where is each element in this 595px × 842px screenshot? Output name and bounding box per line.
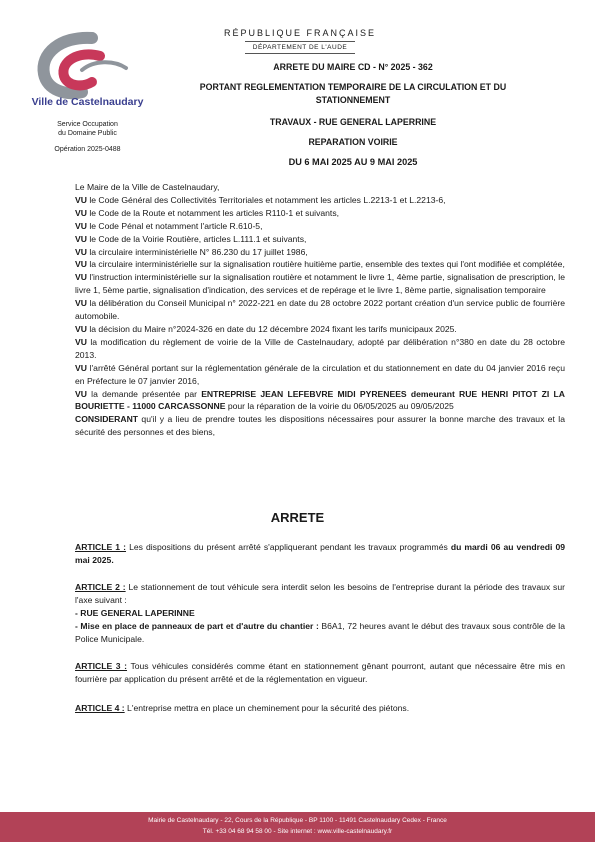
article-2: ARTICLE 2 : Le stationnement de tout véhicule sera interdit selon les besoins de l'entreprise durant la période des travaux sur l'axe suivant : - RUE GENERAL LAPERINNE - Mise en place de panneaux de part et d'autre du chantier : B6A1, 72 heures avant le début des travaux sous contrôle de la Police Municipale. [75,582,565,644]
vu-item: VU la circulaire interministérielle N° 86.230 du 17 juillet 1986, [75,246,308,257]
dates-heading: DU 6 MAI 2025 AU 9 MAI 2025 [288,157,418,167]
operation-number: Opération 2025-0488 [54,146,121,153]
vu-item: VU l'arrêté Général portant sur la réglementation générale de la circulation et du stationnement en date du 04 janvier 2016 reçu en Préfecture le 07 janvier 2016, [75,362,565,386]
footer-contact: Tél. +33 04 68 94 58 00 - Site internet : www.ville-castelnaudary.fr [202,828,393,835]
arrete-title: ARRETE [270,510,325,525]
departement-heading: DÉPARTEMENT DE L'AUDE [252,44,348,51]
vu-item: VU le Code Pénal et notamment l'article R.610-5, [75,220,263,231]
preamble [75,181,565,439]
footer-address: Mairie de Castelnaudary - 22, Cours de la République - BP 1100 - 11491 Castelnaudary Cedex - France [148,817,447,824]
vu-item: VU le Code Général des Collectivités Territoriales et notamment les articles L.2213-1 et L.2213-6, [75,194,446,205]
divider [245,53,355,54]
vu-item: VU l'instruction interministérielle sur la signalisation routière et notamment le livre 1, 4ème partie, signalisation de prescription, le livre 1, 5ème partie, signalisation d'indication, des services et de repérage et le livre 1, 8ème partie, signalisation temporaire [75,272,565,296]
vu-item: VU la décision du Maire n°2024-326 en date du 12 décembre 2024 fixant les tarifs municipaux 2025. [75,323,457,334]
article-1: ARTICLE 1 : Les dispositions du présent arrêté s'appliquerant pendant les travaux programmés du mardi 06 au vendredi 09 mai 2025. [75,542,566,565]
republique-heading: RÉPUBLIQUE FRANÇAISE [223,28,377,38]
reparation-heading: REPARATION VOIRIE [308,137,398,147]
footer-band [0,812,595,842]
arrete-number: ARRETE DU MAIRE CD - N° 2025 - 362 [273,62,433,72]
vu-item: VU la circulaire interministérielle sur la signalisation routière huitième partie, ensemble des textes qui l'ont modifiée et complétée, [75,259,565,270]
intro: Le Maire de la Ville de Castelnaudary, [75,182,220,192]
title-line: STATIONNEMENT [315,95,391,105]
title-line: PORTANT REGLEMENTATION TEMPORAIRE DE LA CIRCULATION ET DU [199,82,507,92]
article-3: ARTICLE 3 : Tous véhicules considérés comme étant en stationnement gênant pourront, autant que nécessaire être mis en fourrière par application du présent arrêté et de la réglementation en vigueur. [75,661,566,684]
vu-item: VU le Code de la Route et notamment les articles R110-1 et suivants, [75,207,340,218]
city-name: Ville de Castelnaudary [31,96,144,108]
divider [245,41,355,42]
vu-item: VU le Code de la Voirie Routière, articles L.111.1 et suivants, [75,233,307,244]
vu-item: VU la délibération du Conseil Municipal n° 2022-221 en date du 28 octobre 2022 portant création d'un service public de fourrière automobile. [75,298,565,322]
considerant: CONSIDERANT qu'il y a lieu de prendre toutes les dispositions nécessaires pour assurer la bonne marche des travaux et la sécurité des personnes et des biens, [75,414,565,438]
article-4: ARTICLE 4 : L'entreprise mettra en place un cheminement pour la sécurité des piétons. [75,703,410,713]
vu-item: VU la modification du règlement de voirie de la Ville de Castelnaudary, adopté par délibération n°380 en date du 28 octobre 2013. [75,336,565,360]
service-label: Service Occupation du Domaine Public [57,121,118,137]
vu-demande: VU la demande présentée par ENTREPRISE JEAN LEFEBVRE MIDI PYRENEES demeurant RUE HENRI PITOT ZI LA BOURIETTE - 11000 CARCASSONNE pour la réparation de la voirie du 06/05/2025 au 09/05/2025 [75,388,565,412]
travaux-heading: TRAVAUX - RUE GENERAL LAPERRINE [269,117,437,127]
